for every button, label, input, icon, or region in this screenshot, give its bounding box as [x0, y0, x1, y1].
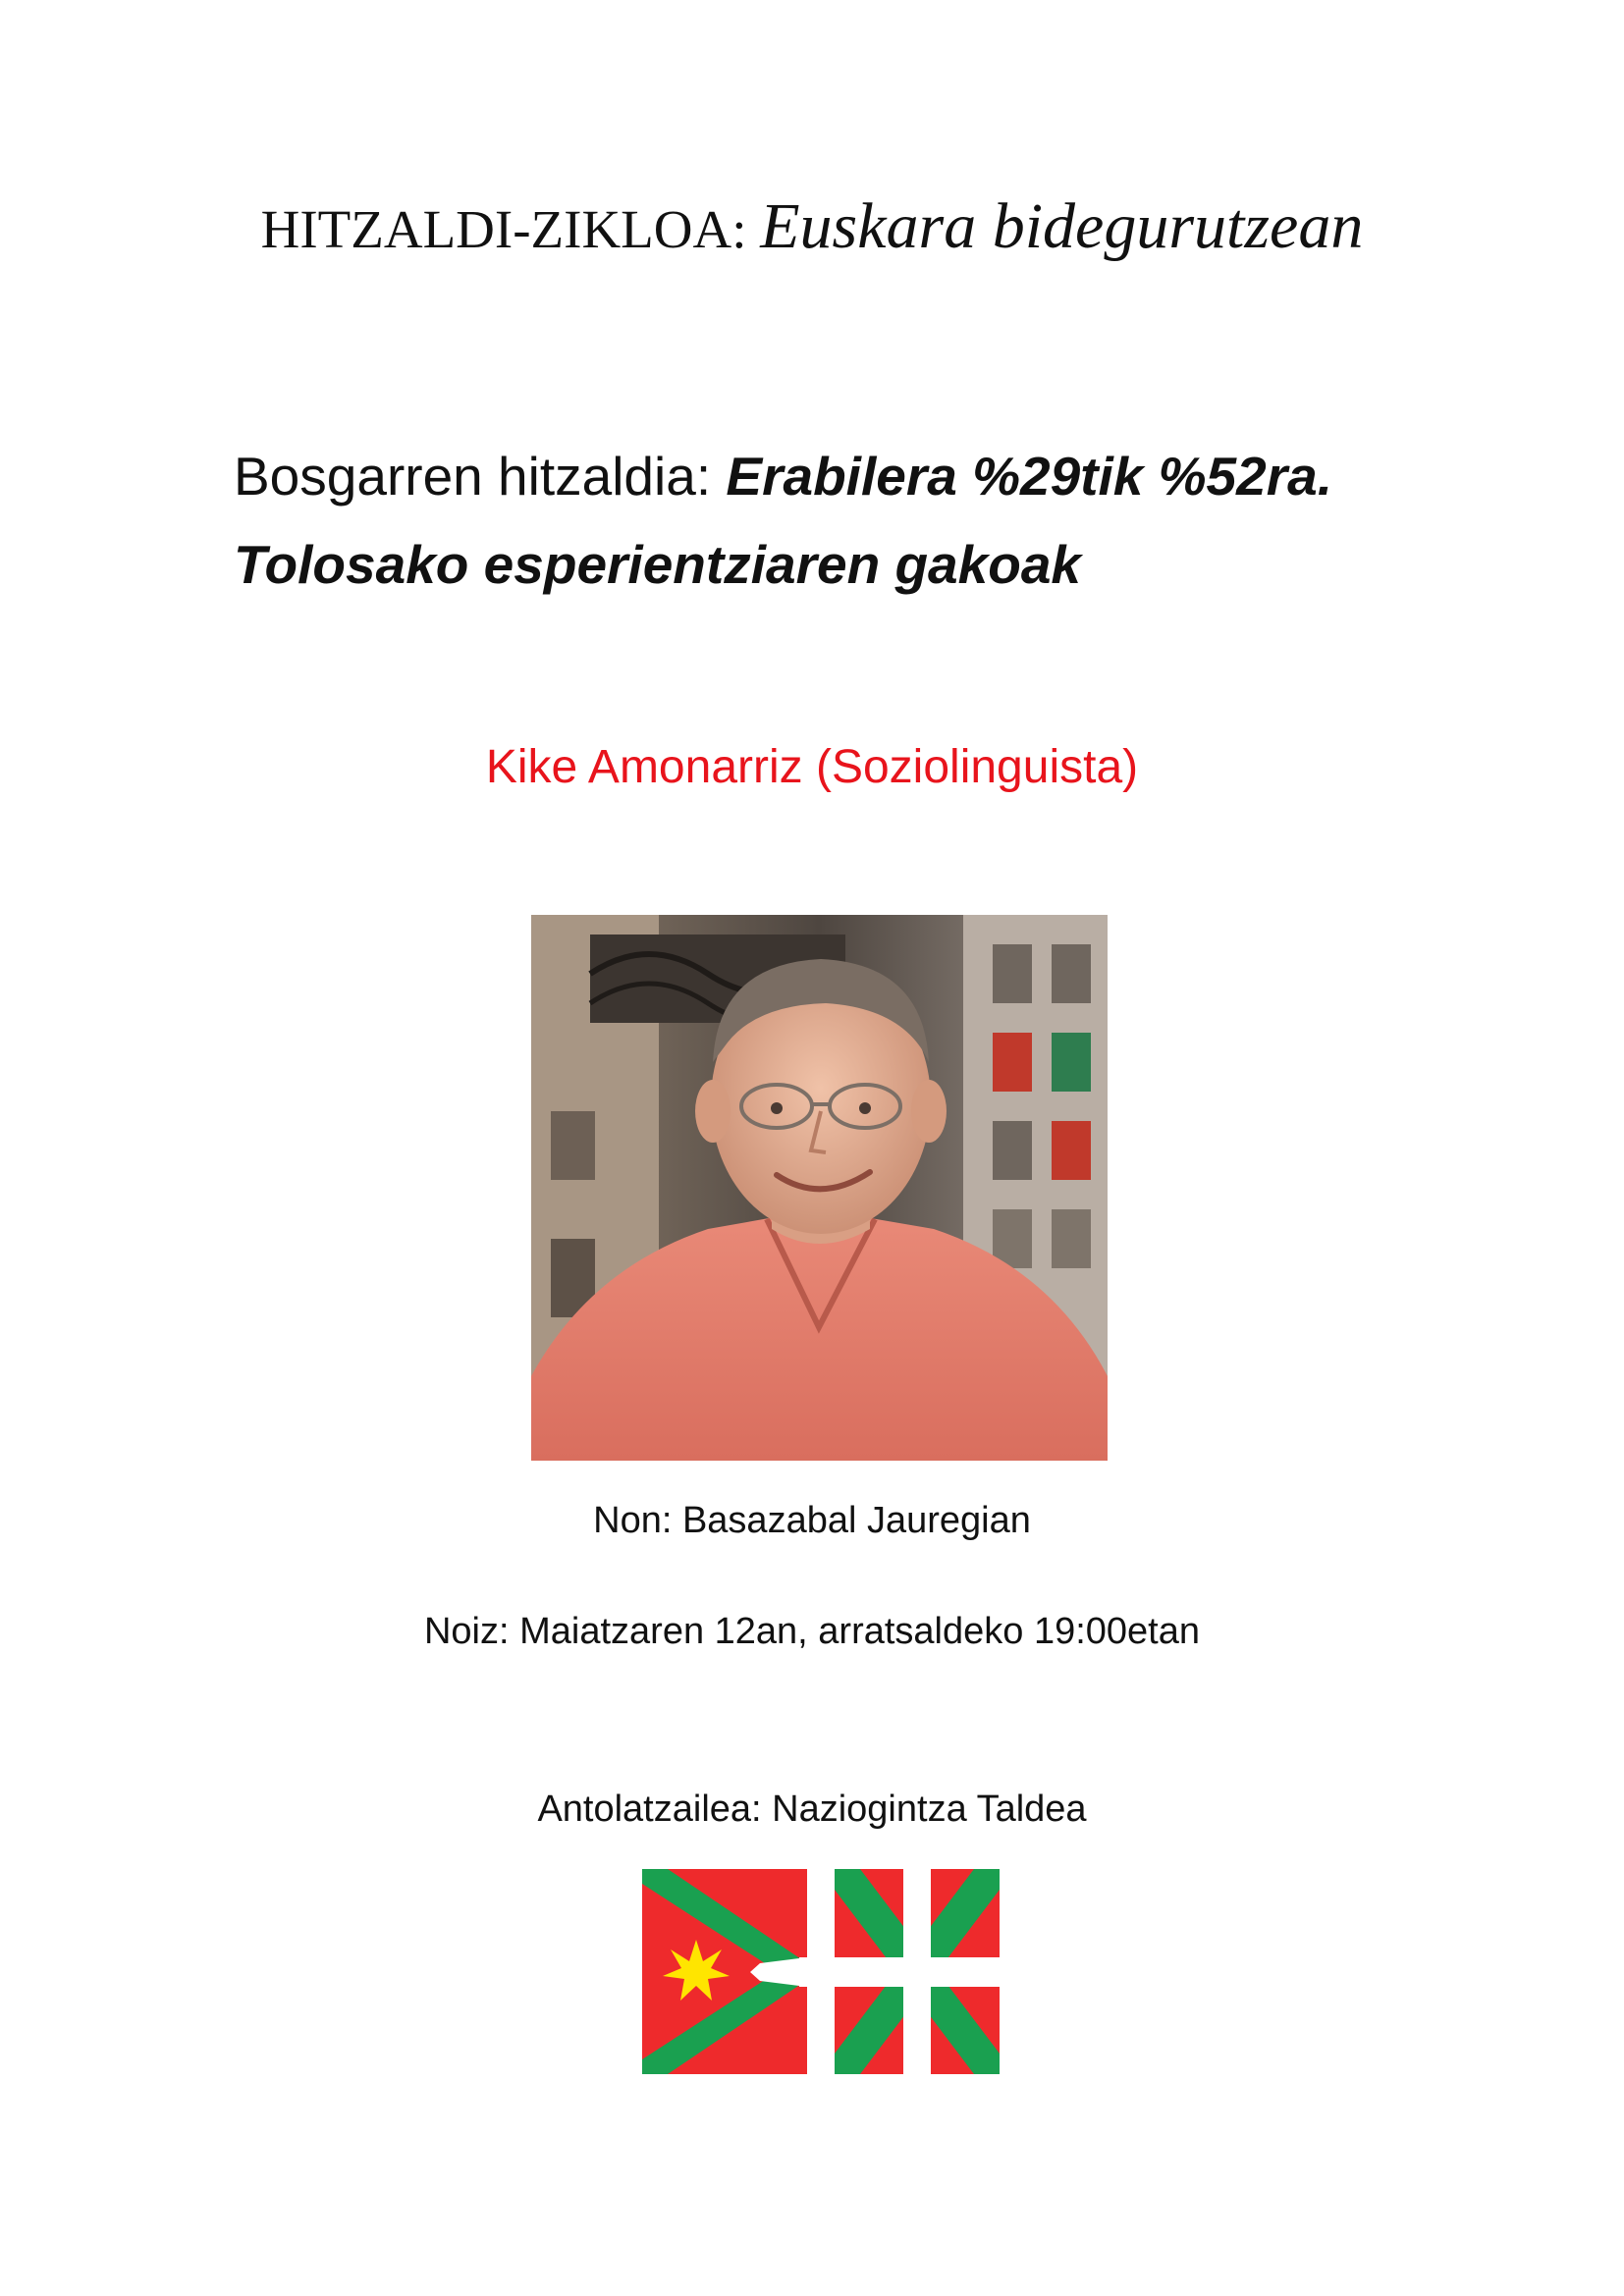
series-title [0, 190, 1624, 262]
talk-title: Erabilera %29tik %52ra. Tolosako esperientziaren gakoak [234, 446, 1333, 595]
organizer-text: Antolatzailea: Naziogintza Taldea [537, 1789, 1087, 1830]
flag-left-panel [642, 1869, 807, 2074]
portrait-illustration [531, 915, 1108, 1461]
organizer-flag-logo [642, 1869, 1000, 2074]
talk-label: Bosgarren hitzaldia: [234, 446, 712, 507]
series-label: HITZALDI-ZIKLOA: [260, 199, 747, 259]
location-text: Non: Basazabal Jauregian [593, 1500, 1031, 1541]
datetime-text: Noiz: Maiatzaren 12an, arratsaldeko 19:00etan [423, 1611, 1201, 1652]
flag-icon [642, 1869, 1000, 2074]
speaker-photo [531, 915, 1108, 1461]
speaker-name: Kike Amonarriz (Soziolinguista) [485, 741, 1139, 793]
flag-right-panel [835, 1869, 1000, 2074]
talk-heading [234, 432, 1461, 609]
series-name: Euskara bidegurutzean [760, 190, 1364, 262]
